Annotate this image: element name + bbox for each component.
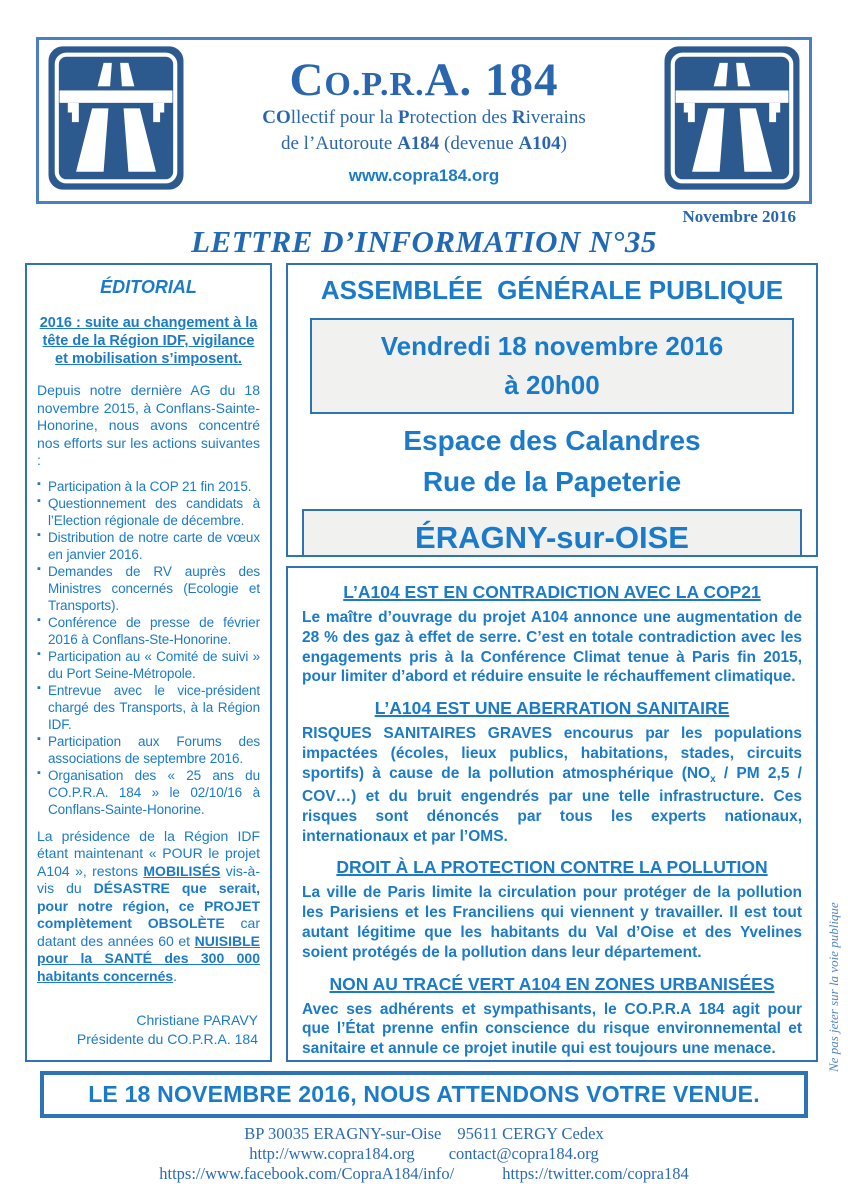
- list-item: ▪ Participation à la COP 21 fin 2015.: [37, 478, 260, 495]
- org-acronym: [185, 53, 663, 106]
- footer-po-box: BP 30035 ERAGNY-sur-Oise: [244, 1124, 442, 1143]
- section-body-sanitaire: RISQUES SANITAIRES GRAVES encourus par les populations impactées (écoles, lieux publics, habitations, stades, circuits sportifs) à cause de la pollution atmosphérique ($NO_x$ / PM 2,5 / COV…) et du bruit engendrés par une telle infrastructure. Ces risques sont dénoncés par tous les experts nationaux, internationaux et par l’OMS.: [302, 725, 802, 845]
- editorial-title: ÉDITORIAL: [100, 277, 197, 297]
- city-box: [302, 509, 802, 557]
- section-body-cop21: Le maître d’ouvrage du projet A104 annonce une augmentation de 28 % des gaz à effet de serre. C’est en totale contradiction avec les engagements pris à la Conférence Climat tenue à Paris fin 2015, pour limiter d’abord et réduire ensuite le réchauffement climatique.: [302, 609, 802, 686]
- section-sanitaire: [302, 698, 802, 846]
- meeting-date: Vendredi 18 novembre 2016: [380, 331, 724, 361]
- section-body-trace-vert: Avec ses adhérents et sympathisants, le CO.P.R.A 184 agit pour que l’État prenne enfin conscience du risque environnemental et sanitaire et annule ce projet inutile qui est toujours une menace.: [302, 1000, 802, 1058]
- section-heading-sanitaire: L’A104 EST UNE ABERRATION SANITAIRE: [374, 698, 730, 719]
- list-item: ▪ Entrevue avec le vice-président chargé des Transports, à la Région IDF.: [37, 682, 260, 733]
- website-link[interactable]: www.copra184.org: [348, 166, 500, 186]
- footer-address: [0, 1124, 848, 1144]
- footer-socials: [0, 1164, 848, 1184]
- section-heading-trace-vert: NON AU TRACÉ VERT A104 EN ZONES URBANISÉES: [329, 973, 775, 994]
- header-box: [36, 37, 812, 204]
- assembly-panel: [286, 263, 818, 557]
- list-item: ▪ Organisation des « 25 ans du CO.P.R.A. 184 » le 02/10/16 à Conflans-Sainte-Honorine.: [37, 767, 260, 818]
- header-center: [185, 55, 663, 187]
- footer-web-link[interactable]: http://www.copra184.org: [249, 1144, 415, 1164]
- list-item: ▪ Questionnement des candidats à l’Election régionale de décembre.: [37, 495, 260, 529]
- editorial-panel: [25, 263, 272, 1062]
- footer-email-link[interactable]: contact@copra184.org: [448, 1144, 599, 1164]
- signature-role: Présidente du CO.P.R.A. 184: [76, 1030, 258, 1047]
- autoroute-sign-icon: [663, 45, 801, 196]
- city-name: ÉRAGNY-sur-OISE: [415, 520, 689, 555]
- meeting-datetime-box: [310, 318, 794, 414]
- section-body-pollution: La ville de Paris limite la circulation pour protéger de la pollution les Parisiens et les Franciliens qui viennent y travailler. Il est tout autant légitime que les habitants du Val d’Oise et des Yvelines soient protégés de la pollution dans leur département.: [302, 884, 802, 961]
- autoroute-sign-icon: [47, 45, 185, 196]
- list-item: ▪ Participation aux Forums des associations de septembre 2016.: [37, 733, 260, 767]
- issue-date: Novembre 2016: [682, 207, 796, 226]
- org-acronym-tail: A. 184: [424, 53, 559, 106]
- venue-name: Espace des Calandres: [403, 425, 701, 456]
- editorial-intro: Depuis notre dernière AG du 18 novembre 2015, à Conflans-Sainte-Honorine, nous avons concentré nos efforts sur les actions suivantes :: [37, 382, 260, 469]
- editorial-closing: La présidence de la Région IDF étant maintenant « POUR le projet A104 », restons MOBILISÉS vis-à-vis du DÉSASTRE que serait, pour notre région, ce PROJET complètement OBSOLÈTE car datant des années 60 et NUISIBLE pour la SANTÉ des 300 000 habitants concernés.: [37, 827, 260, 984]
- subscript-x: x: [710, 774, 716, 786]
- section-trace-vert: [302, 974, 802, 1059]
- margin-note: Ne pas jeter sur la voie publique: [826, 902, 841, 1072]
- footer-facebook-link[interactable]: https://www.facebook.com/CopraA184/info/: [159, 1164, 455, 1184]
- banner-text: LE 18 NOVEMBRE 2016, NOUS ATTENDONS VOTRE VENUE.: [88, 1081, 760, 1107]
- list-item: ▪ Conférence de presse de février 2016 à Conflans-Ste-Honorine.: [37, 614, 260, 648]
- signature-name: Christiane PARAVY: [136, 1012, 258, 1029]
- editorial-headline: 2016 : suite au changement à la tête de la Région IDF, vigilance et mobilisation s’imposent.: [39, 315, 258, 368]
- org-acronym-lead: C: [289, 53, 325, 106]
- call-to-action-banner: [40, 1071, 808, 1118]
- org-subtitle-line-1: COllectif pour la Protection des Riverains: [262, 106, 586, 128]
- meeting-time: à 20h00: [504, 370, 600, 400]
- assembly-title: ASSEMBLÉE GÉNÉRALE PUBLIQUE: [320, 275, 784, 305]
- venue-street: Rue de la Papeterie: [422, 466, 682, 497]
- footer: [0, 1124, 848, 1184]
- section-pollution: [302, 857, 802, 962]
- arguments-panel: [286, 566, 818, 1062]
- newsletter-title: LETTRE D’INFORMATION N°35: [191, 224, 657, 259]
- list-item: ▪ Participation au « Comité de suivi » du Port Seine-Métropole.: [37, 648, 260, 682]
- list-item: ▪ Distribution de notre carte de vœux en janvier 2016.: [37, 529, 260, 563]
- section-heading-pollution: DROIT À LA PROTECTION CONTRE LA POLLUTION: [336, 857, 768, 878]
- section-cop21: [302, 582, 802, 687]
- editorial-bullet-list: [37, 478, 260, 818]
- section-heading-cop21: L’A104 EST EN CONTRADICTION AVEC LA COP21: [343, 582, 761, 602]
- footer-contacts: [0, 1144, 848, 1164]
- footer-twitter-link[interactable]: https://twitter.com/copra184: [502, 1164, 689, 1184]
- signature-block: [37, 1011, 260, 1047]
- org-subtitle-line-2: de l’Autoroute A184 (devenue A104): [280, 132, 567, 154]
- footer-city: 95611 CERGY Cedex: [457, 1124, 604, 1143]
- org-acronym-mid: O.P.R.: [324, 65, 425, 103]
- list-item: ▪ Demandes de RV auprès des Ministres concernés (Ecologie et Transports).: [37, 563, 260, 614]
